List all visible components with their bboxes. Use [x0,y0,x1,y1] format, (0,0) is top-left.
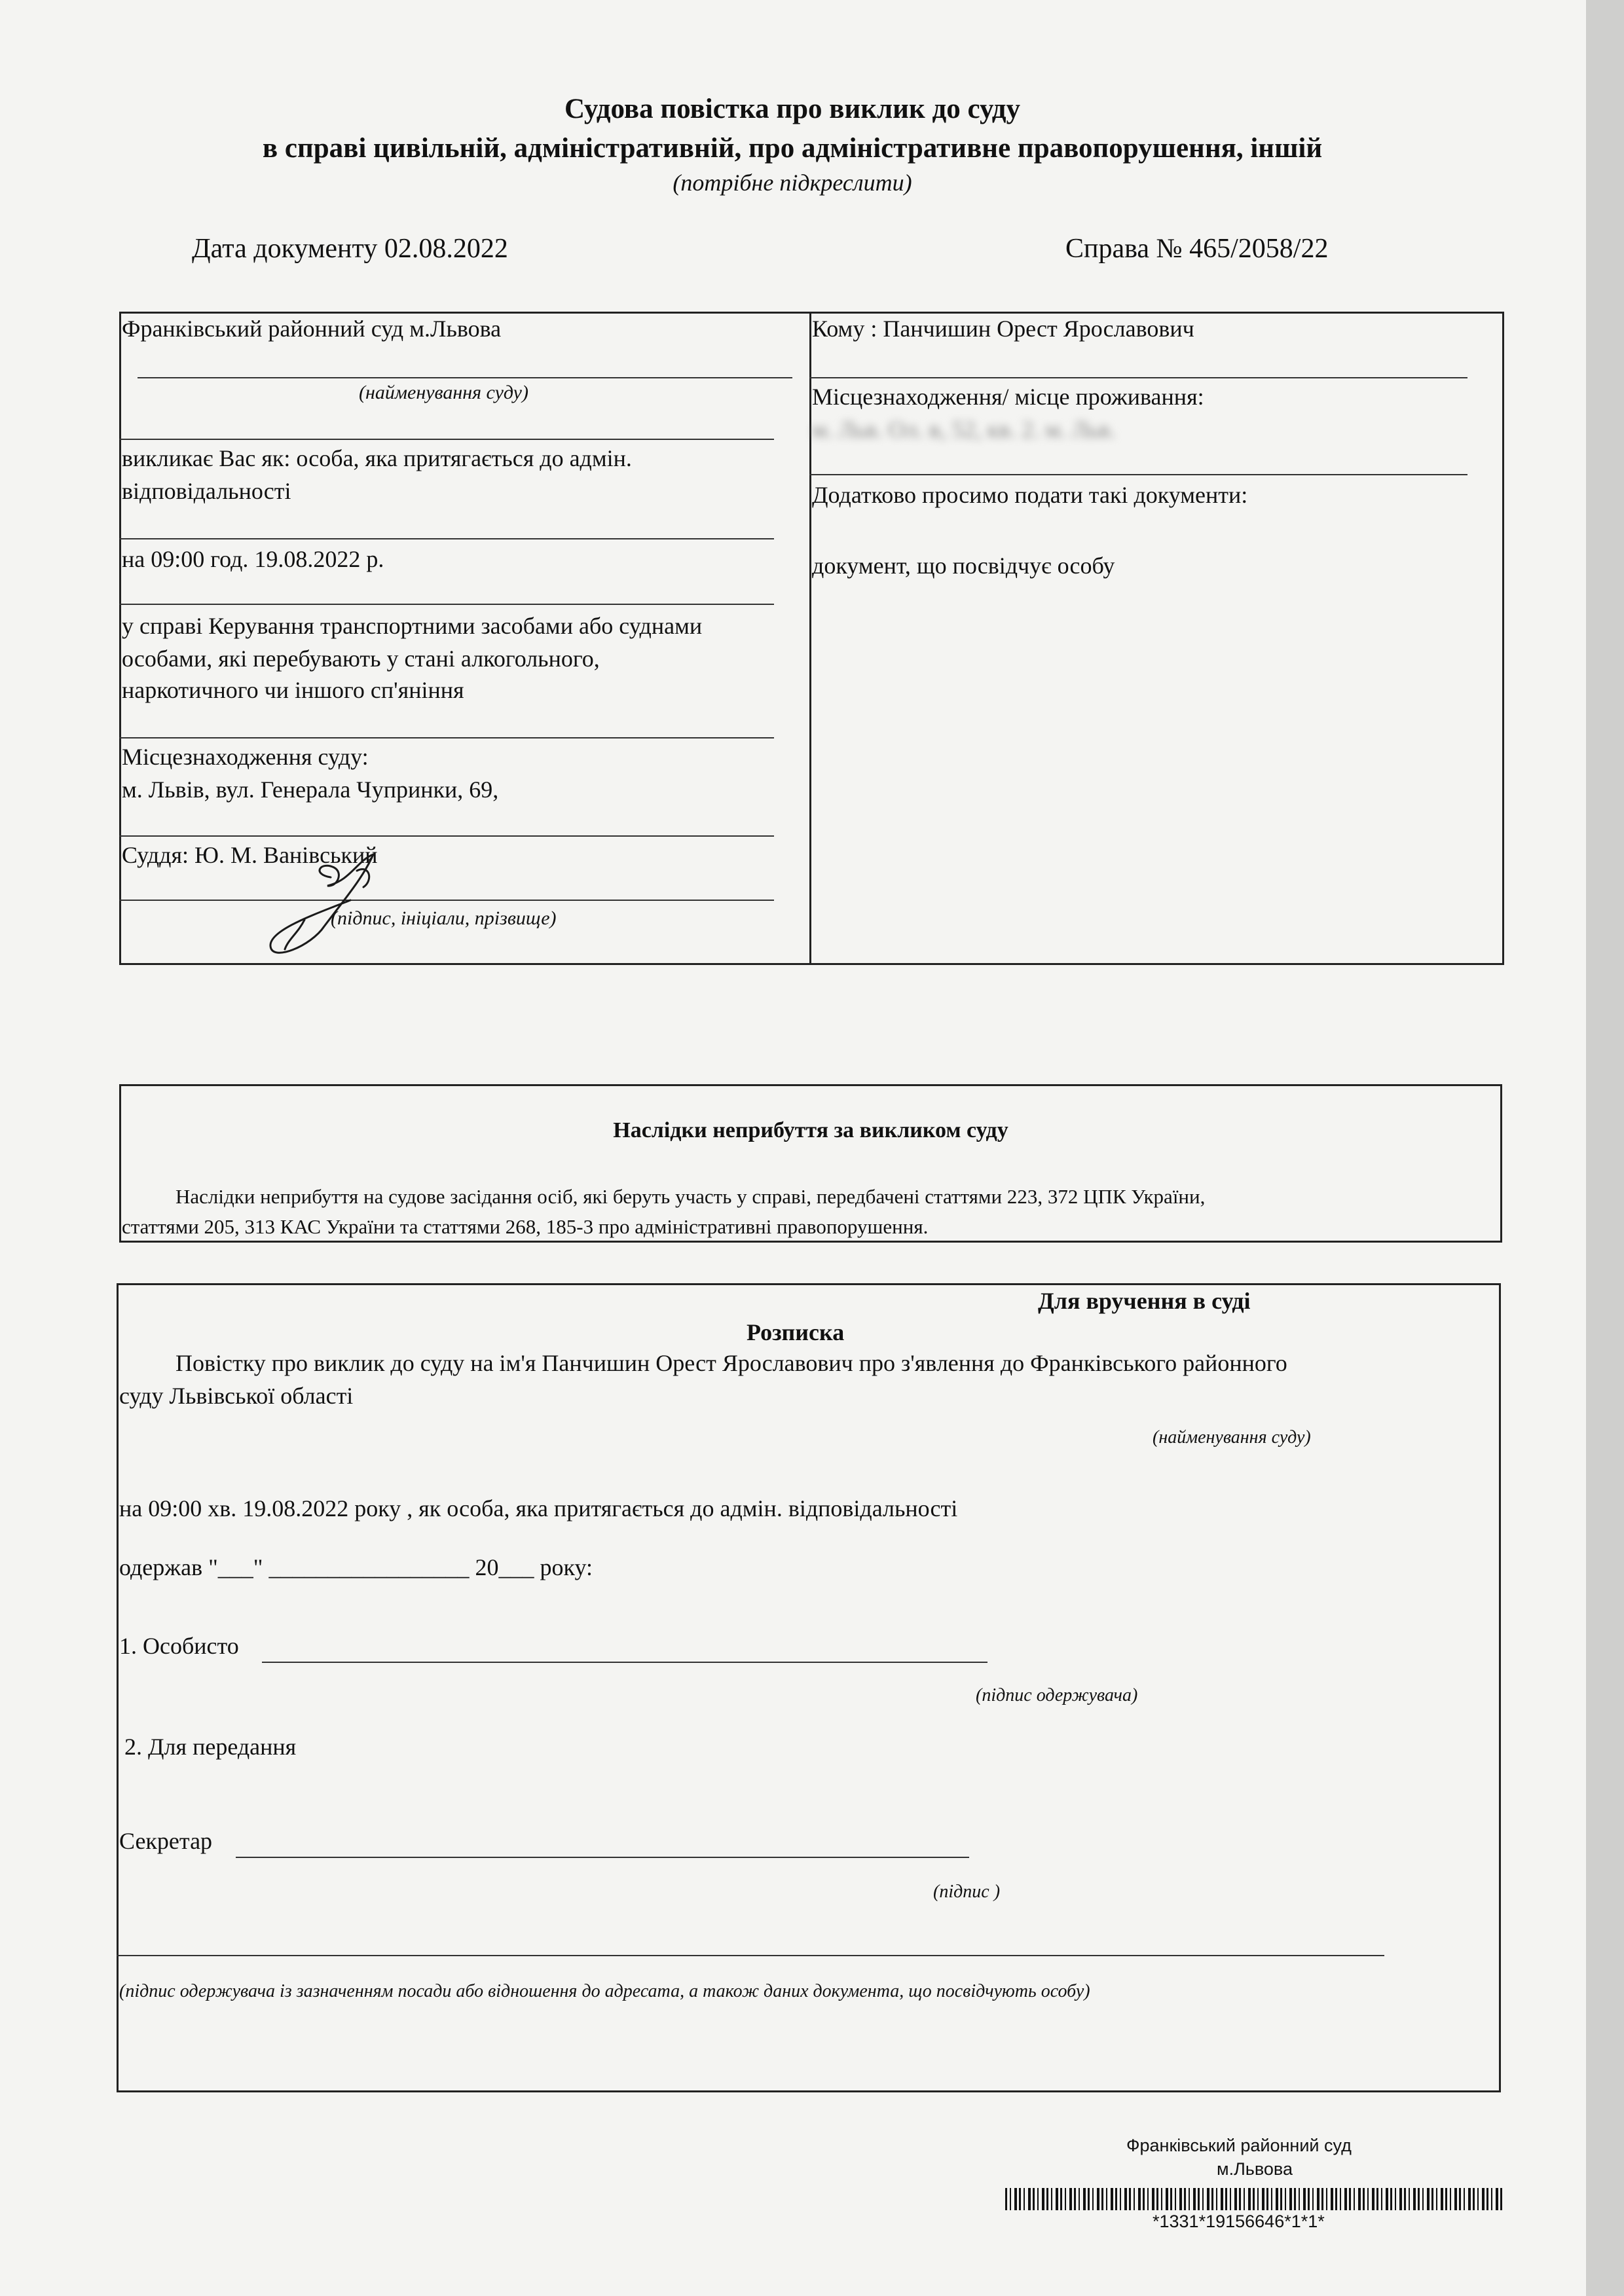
document-date: Дата документу 02.08.2022 [192,234,508,264]
divider-line [119,439,774,440]
court-name: Франківський районний суд м.Львова [122,316,502,342]
for-court-label: Для вручення в суді [1038,1288,1251,1314]
case-subject-line2: особами, які перебувають у стані алкогольного, [122,646,600,672]
case-subject: у справі Керування транспортними засобами або суднами [122,613,703,639]
receipt-text-line2: суду Львівської області [119,1383,354,1409]
document-subtitle: (потрібне підкреслити) [673,170,912,196]
barcode [1005,2188,1503,2210]
court-name-line [138,377,792,378]
divider-line [119,604,774,605]
personally-label: 1. Особисто [119,1633,239,1659]
court-location-address: м. Львів, вул. Генерала Чупринки, 69, [122,776,499,803]
divider-line [119,737,774,738]
documents-value: документ, що посвідчує особу [812,553,1115,579]
hearing-time: на 09:00 год. 19.08.2022 р. [122,546,384,572]
consequences-heading: Наслідки неприбуття за викликом суду [613,1118,1008,1142]
court-name-caption: (найменування суду) [359,382,528,403]
case-subject-line3: наркотичного чи іншого сп'яніння [122,677,464,703]
personally-signature-line [262,1662,987,1663]
summons-role-line2: відповідальності [122,478,291,504]
document-title-line2: в справі цивільній, адміністративній, про адміністративне правопорушення, іншій [262,133,1323,164]
court-location-label: Місцезнаходження суду: [122,744,369,770]
stamp-court-name: Франківський районний суд [1126,2136,1352,2155]
receipt-heading: Розписка [747,1319,845,1345]
for-transfer-label: 2. Для передання [124,1734,297,1760]
residence-label: Місцезнаходження/ місце проживання: [812,384,1204,410]
summons-role: викликає Вас як: особа, яка притягається до адмін. [122,445,632,471]
residence-line [809,474,1467,475]
recipient-details-caption: (підпис одержувача із зазначенням посади або відношення до адресата, а також даних документа, що посвідчують особу) [119,1981,1090,2001]
receipt-hearing-time: на 09:00 хв. 19.08.2022 року , як особа, яка притягається до адмін. відповідальності [119,1495,958,1522]
secretary-signature-caption: (підпис ) [933,1882,1001,1902]
residence-address-redacted: м. Льв. Ол. в, 52, кв. 2. м. Льв. [812,416,1116,443]
recipient-details-line [117,1955,1384,1956]
consequences-text-line2: статтями 205, 313 КАС України та статтями 268, 185-3 про адміністративні правопорушення. [122,1215,929,1238]
receipt-text: Повістку про виклик до суду на ім'я Панчишин Орест Ярославович про з'явлення до Франківського районного [175,1350,1287,1376]
documents-label: Додатково просимо подати такі документи: [812,482,1248,508]
case-number: Справа № 465/2058/22 [1065,234,1329,264]
secretary-label: Секретар [119,1828,213,1854]
judge-name: Суддя: Ю. М. Ванівський [122,842,378,868]
divider-line [119,835,774,837]
recipient-signature-caption: (підпис одержувача) [976,1685,1138,1705]
recipient-line [809,377,1467,378]
document-title: Судова повістка про виклик до суду [564,94,1021,124]
received-date-line: одержав "___" _________________ 20___ року: [119,1554,593,1580]
consequences-text: Наслідки неприбуття на судове засідання осіб, які беруть участь у справі, передбачені статтями 223, 372 ЦПК України, [175,1185,1206,1208]
column-divider [809,312,811,965]
receipt-court-caption: (найменування суду) [1153,1427,1311,1448]
divider-line [119,538,774,539]
secretary-signature-line [236,1857,969,1858]
judge-signature [259,841,429,966]
signature-line [119,900,774,901]
barcode-code: *1331*19156646*1*1* [1153,2212,1325,2231]
scan-edge [1586,0,1624,2296]
judge-signature-caption: (підпис, ініціали, прізвище) [331,907,557,929]
recipient-name: Кому : Панчишин Орест Ярославович [812,316,1194,342]
stamp-court-city: м.Львова [1217,2159,1293,2179]
